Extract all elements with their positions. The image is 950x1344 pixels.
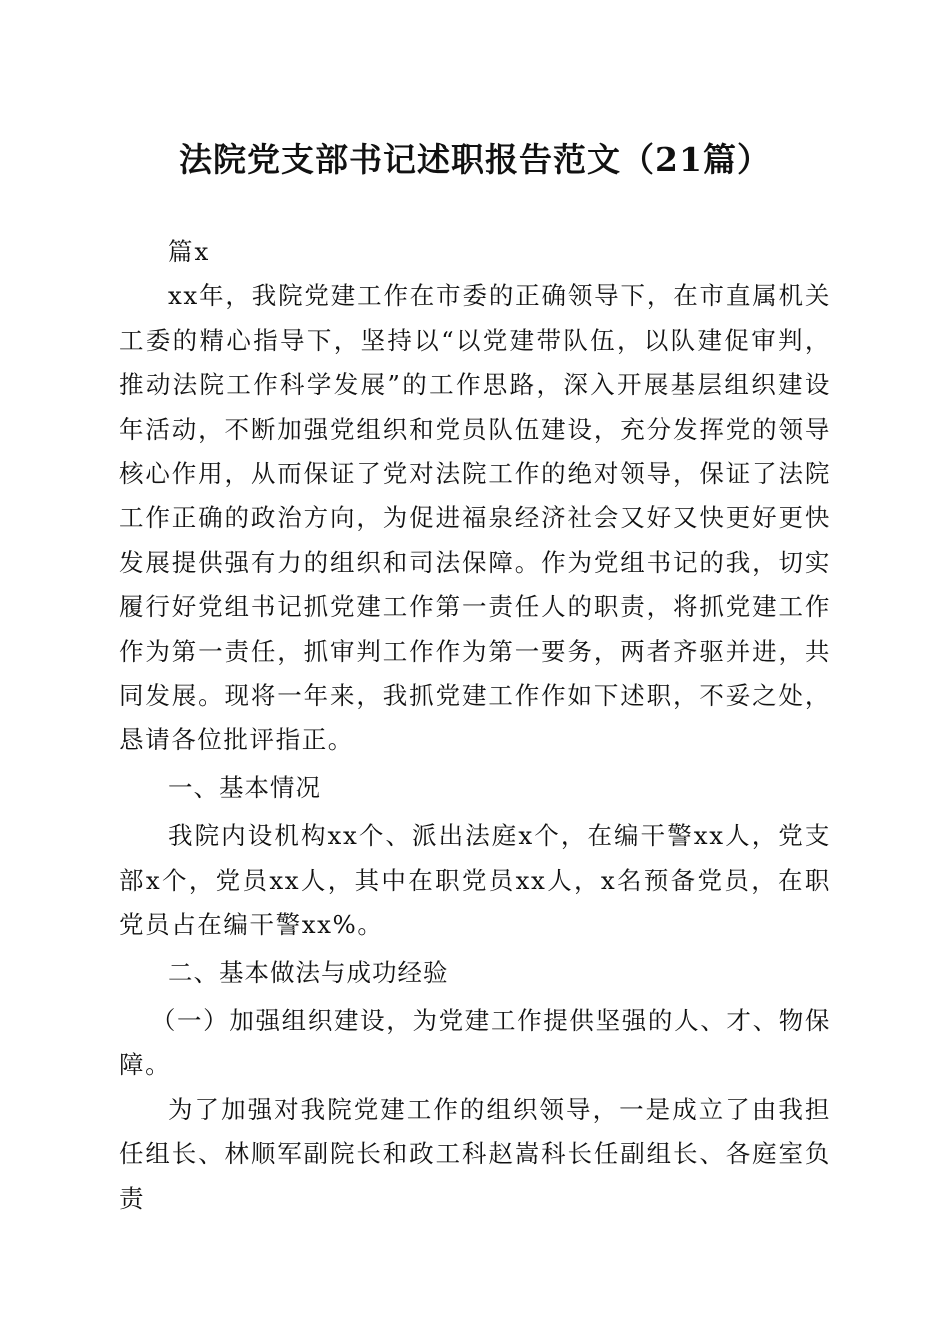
basic-situation-paragraph: 我院内设机构xx个、派出法庭x个，在编干警xx人，党支部x个，党员xx人，其中在职党员xx人，x名预备党员，在职党员占在编干警xx%。 <box>119 821 831 940</box>
subsection-heading-organization: （一）加强组织建设，为党建工作提供坚强的人、才、物保障。 <box>119 1005 831 1080</box>
intro-paragraph: xx年，我院党建工作在市委的正确领导下，在市直属机关工委的精心指导下，坚持以“以党建带队伍，以队建促审判，推动法院工作科学发展”的工作思路，深入开展基层组织建设年活动，不断加强党组织和党员队伍建设，充分发挥党的领导核心作用，从而保证了党对法院工作的绝对领导，保证了法院工作正确的政治方向，为促进福泉经济社会又好又快更好更快发展提供强有力的组织和司法保障。作为党组书记的我，切实履行好党组书记抓党建工作第一责任人的职责，将抓党建工作作为第一责任，抓审判工作作为第一要务，两者齐驱并进，共同发展。现将一年来，我抓党建工作作如下述职，不妥之处，恳请各位批评指正。 <box>119 281 831 755</box>
document-body <box>119 230 831 1221</box>
document-title: 法院党支部书记述职报告范文（21篇） <box>179 140 771 179</box>
organization-paragraph: 为了加强对我院党建工作的组织领导，一是成立了由我担任组长、林顺军副院长和政工科赵嵩科长任副组长、各庭室负责 <box>119 1094 831 1213</box>
section-heading-practices: 二、基本做法与成功经验 <box>168 957 449 987</box>
section-heading-basic-situation: 一、基本情况 <box>168 772 321 802</box>
chapter-label: 篇x <box>168 237 211 266</box>
